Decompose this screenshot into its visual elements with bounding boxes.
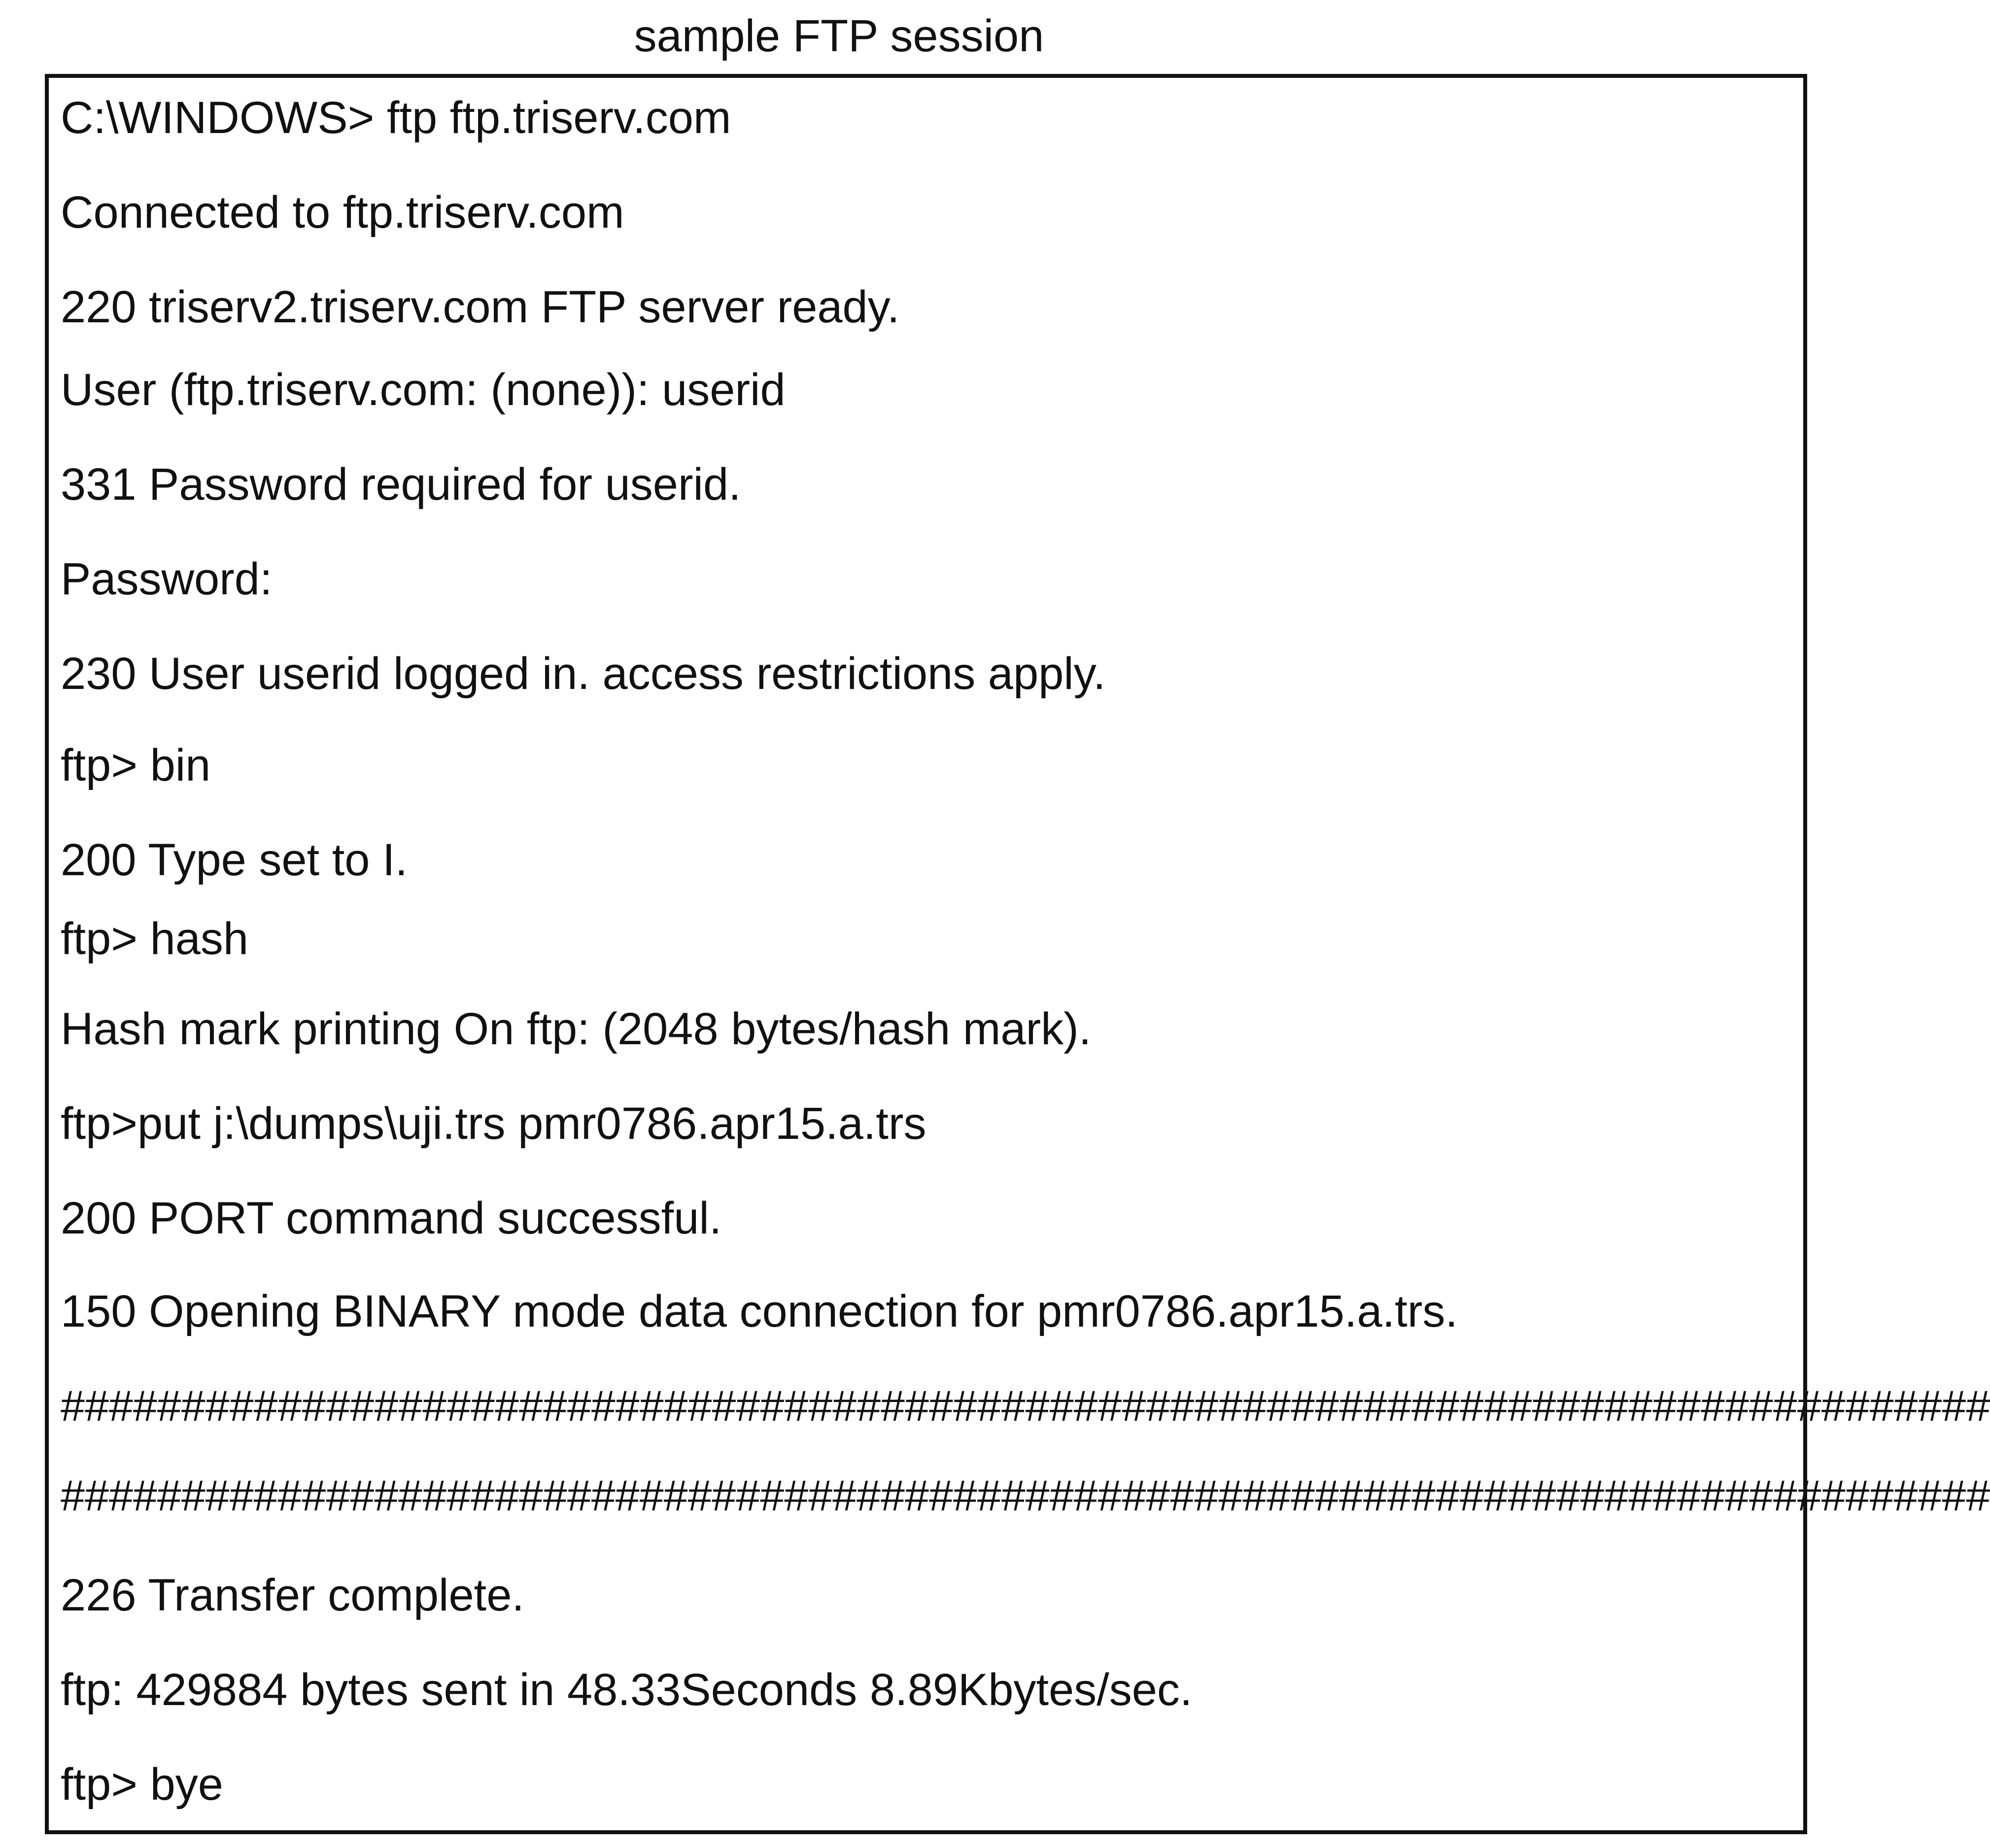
session-line-port-command: 200 PORT command successful.: [61, 1193, 722, 1243]
session-line-logged-in: 230 User userid logged in. access restrictions apply.: [61, 649, 1106, 699]
session-line-command-bye: ftp> bye: [61, 1759, 223, 1810]
session-line-command-ftp: C:\WINDOWS> ftp ftp.triserv.com: [61, 93, 731, 143]
session-line-bytes-sent: ftp: 429884 bytes sent in 48.33Seconds 8.89Kbytes/sec.: [61, 1665, 1193, 1715]
session-line-type-set: 200 Type set to I.: [61, 835, 408, 885]
ftp-session-transcript: [45, 74, 1990, 1834]
session-line-password-required: 331 Password required for userid.: [61, 459, 741, 510]
session-line-user-prompt: User (ftp.triserv.com: (none)): userid: [61, 365, 786, 415]
session-line-hash-marks-1: ################################################################################: [61, 1381, 1990, 1430]
session-line-command-bin: ftp> bin: [61, 740, 211, 790]
session-line-hash-mark-printing: Hash mark printing On ftp: (2048 bytes/hash mark).: [61, 1004, 1092, 1054]
session-line-opening-binary: 150 Opening BINARY mode data connection for pmr0786.apr15.a.trs.: [61, 1286, 1458, 1336]
session-line-command-hash: ftp> hash: [61, 914, 249, 964]
figure-title: sample FTP session: [634, 11, 1044, 61]
session-line-password-prompt: Password:: [61, 554, 273, 604]
session-line-hash-marks-2: ################################################################################: [61, 1471, 1990, 1520]
session-line-connected: Connected to ftp.triserv.com: [61, 187, 624, 238]
session-line-command-put: ftp>put j:\dumps\uji.trs pmr0786.apr15.a.trs: [61, 1098, 926, 1149]
session-line-server-ready: 220 triserv2.triserv.com FTP server ready.: [61, 282, 900, 332]
session-line-transfer-complete: 226 Transfer complete.: [61, 1570, 524, 1620]
